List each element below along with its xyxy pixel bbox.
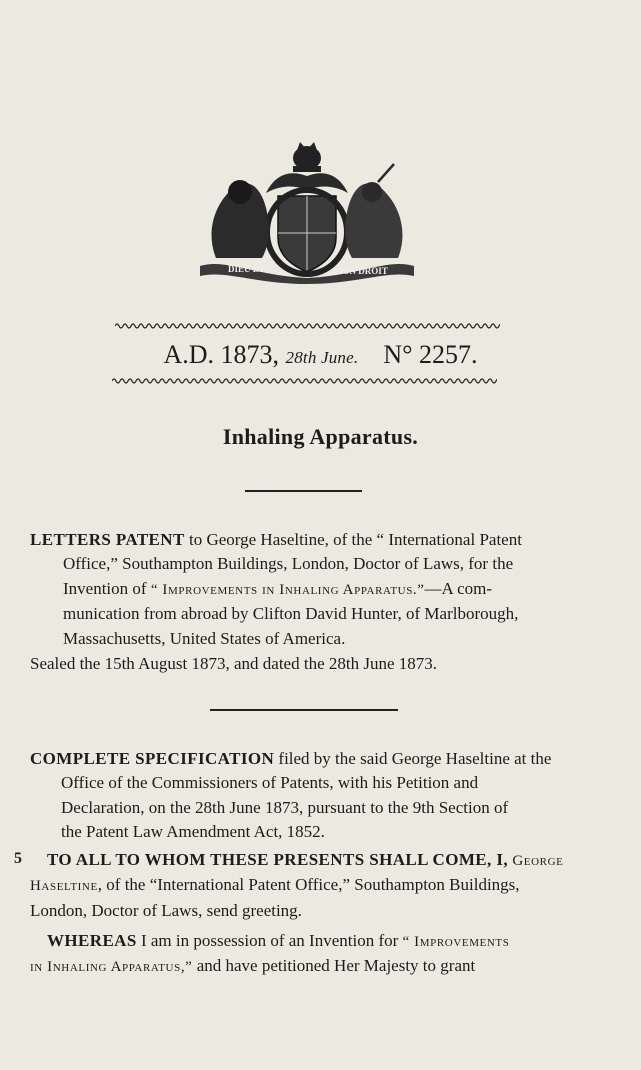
letters-patent-line2: Office,” Southampton Buildings, London, Doctor of Laws, for the — [63, 554, 514, 574]
header-date: 28th June. — [285, 348, 359, 367]
greeting-line2: , of the “International Patent Office,” Southampton Buildings, — [97, 875, 520, 895]
greeting-label: TO ALL TO WHOM THESE PRESENTS SHALL COME, I, — [47, 850, 509, 869]
sealed-line: Sealed the 15th August 1873, and dated the 28th June 1873. — [30, 654, 437, 673]
whereas-smallcaps-2: in Inhaling Apparatus,” — [30, 959, 193, 976]
complete-spec-label: COMPLETE SPECIFICATION — [30, 749, 275, 768]
letters-patent-line3-post: —A com- — [424, 578, 493, 598]
motto-left: DIEU ET — [228, 264, 265, 274]
greeting-paragraph — [30, 848, 590, 923]
complete-spec-line4: the Patent Law Amendment Act, 1852. — [61, 822, 325, 842]
patent-title: Inhaling Apparatus. — [222, 424, 419, 449]
wavy-rule-top — [115, 322, 500, 330]
header-number: N° 2257. — [383, 340, 478, 369]
royal-coat-of-arms — [196, 138, 418, 284]
complete-specification-paragraph — [30, 747, 590, 845]
motto-right: MON DROIT — [334, 266, 388, 276]
whereas-line2: and have petitioned Her Majesty to grant — [192, 956, 476, 976]
letters-patent-line1: to George Haseltine, of the “ International Patent — [184, 530, 522, 549]
greeting-name-part2: Haseltine — [30, 878, 98, 895]
letters-patent-paragraph — [30, 528, 578, 651]
invention-title-smallcaps: “ Improvements in Inhaling Apparatus.” — [150, 581, 425, 598]
whereas-paragraph — [30, 929, 590, 980]
whereas-smallcaps-1: “ Improvements — [402, 934, 510, 950]
complete-spec-line1: filed by the said George Haseltine at the — [274, 749, 552, 768]
greeting-name-part1: George — [508, 853, 564, 869]
title-rule — [245, 490, 362, 492]
letters-patent-line3-pre: Invention of — [63, 578, 151, 598]
complete-spec-line3: Declaration, on the 28th June 1873, pursuant to the 9th Section of — [61, 797, 509, 817]
section-rule — [210, 709, 398, 711]
margin-line-number: 5 — [14, 850, 22, 867]
greeting-line3: London, Doctor of Laws, send greeting. — [30, 900, 302, 920]
letters-patent-label: LETTERS PATENT — [30, 530, 185, 549]
patent-header — [0, 338, 641, 375]
complete-spec-line2: Office of the Commissioners of Patents, with his Petition and — [61, 773, 479, 793]
letters-patent-line5: Massachusetts, United States of America. — [63, 628, 346, 648]
wavy-rule-bottom — [112, 377, 497, 385]
header-year: A.D. 1873, — [163, 340, 280, 369]
whereas-line1: I am in possession of an Invention for — [136, 931, 403, 950]
letters-patent-line4: munication from abroad by Clifton David Hunter, of Marlborough, — [63, 604, 519, 624]
whereas-label: WHEREAS — [47, 931, 137, 950]
